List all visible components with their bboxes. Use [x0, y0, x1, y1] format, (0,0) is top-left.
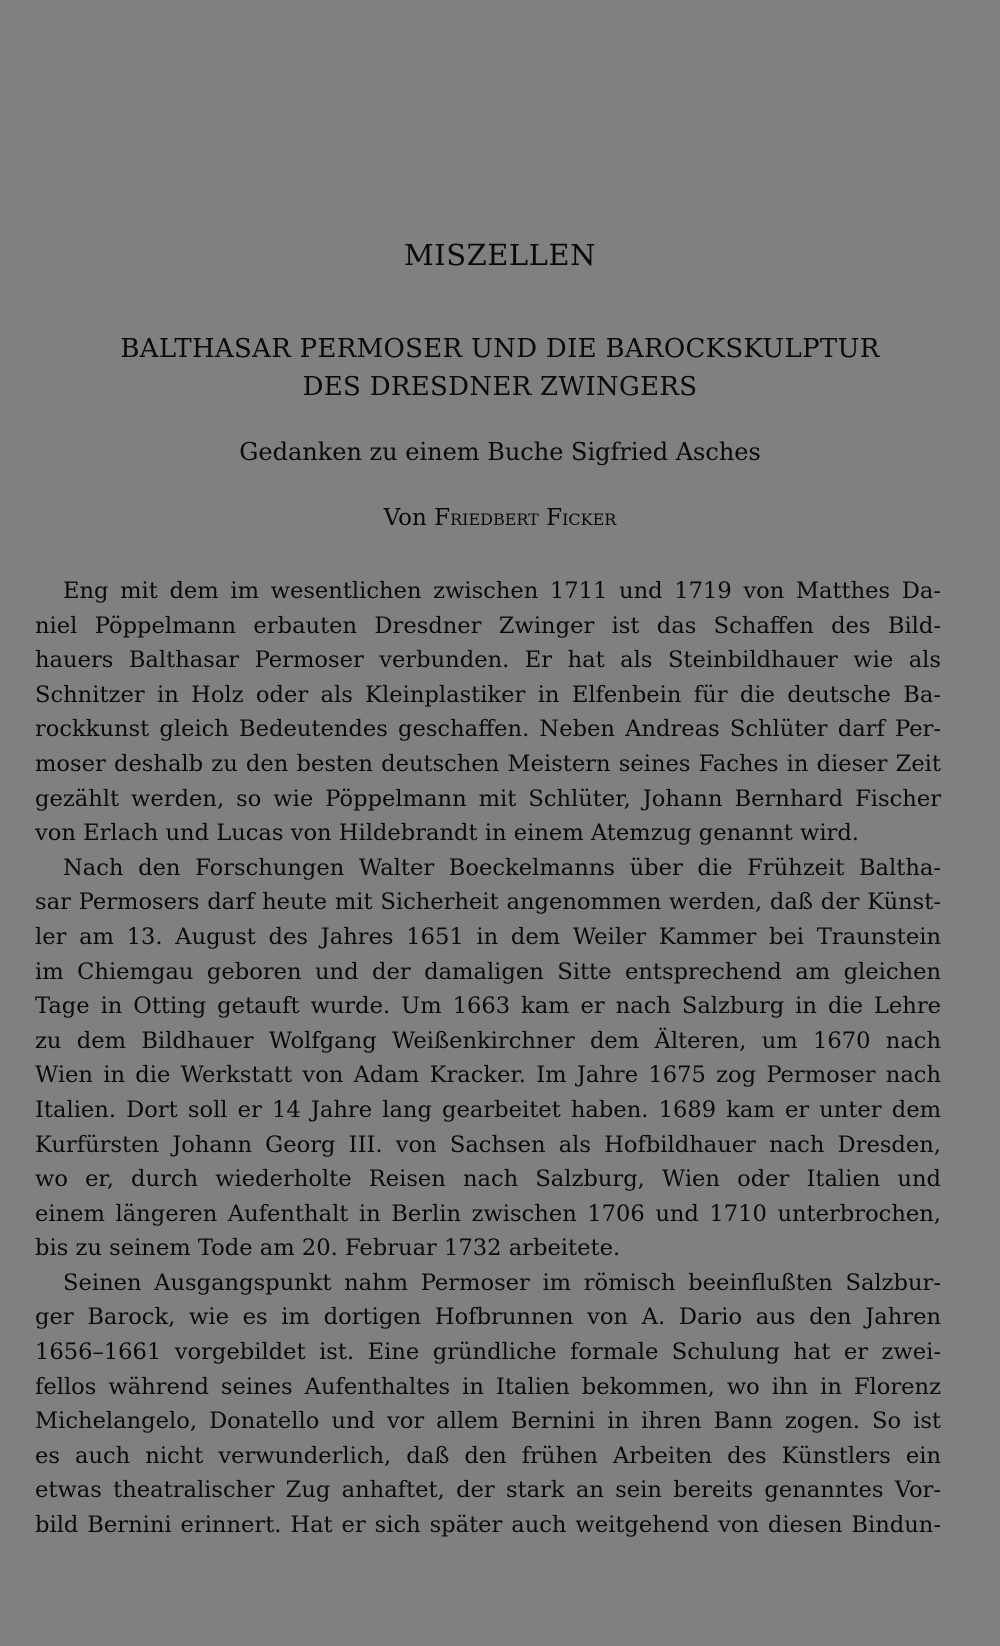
article-title — [0, 330, 1000, 406]
text-line: zu dem Bildhauer Wolfgang Weißenkirchner dem Älteren, um 1670 nach — [35, 1027, 941, 1054]
text-line: bild Bernini erinnert. Hat er sich später auch weitgehend von diesen Bindun- — [35, 1512, 941, 1539]
article-title-line-2: DES DRESDNER ZWINGERS — [302, 372, 698, 402]
text-line: gezählt werden, so wie Pöppelmann mit Schlüter, Johann Bernhard Fischer — [35, 785, 941, 812]
text-line: Eng mit dem im wesentlichen zwischen 1711 und 1719 von Matthes Da- — [63, 578, 941, 604]
text-line: 1656–1661 vorgebildet ist. Eine gründliche formale Schulung hat er zwei- — [35, 1339, 941, 1366]
text-line: hauers Balthasar Permoser verbunden. Er hat als Steinbildhauer wie als — [35, 647, 941, 674]
text-line: Nach den Forschungen Walter Boeckelmanns über die Frühzeit Baltha- — [63, 854, 941, 881]
text-line: Seinen Ausgangspunkt nahm Permoser im römisch beeinflußten Salzbur- — [63, 1269, 941, 1296]
text-line: im Chiemgau geboren und der damaligen Sitte entsprechend am gleichen — [35, 958, 941, 985]
text-line: etwas theatralischer Zug anhaftet, der stark an sein bereits genanntes Vor- — [35, 1477, 941, 1504]
text-line: ger Barock, wie es im dortigen Hofbrunnen von A. Dario aus den Jahren — [35, 1304, 941, 1331]
text-line: ler am 13. August des Jahres 1651 in dem Weiler Kammer bei Traunstein — [35, 923, 941, 950]
article-title-line-1: BALTHASAR PERMOSER UND DIE BAROCKSKULPTUR — [120, 334, 880, 364]
text-line: es auch nicht verwunderlich, daß den frühen Arbeiten des Künstlers ein — [35, 1442, 941, 1469]
text-line: Wien in die Werkstatt von Adam Kracker. Im Jahre 1675 zog Permoser nach — [35, 1062, 941, 1089]
author-name: Friedbert Ficker — [434, 505, 617, 531]
text-line: Tage in Otting getauft wurde. Um 1663 kam er nach Salzburg in die Lehre — [35, 993, 941, 1020]
byline-prefix: Von — [383, 505, 427, 531]
article-subtitle: Gedanken zu einem Buche Sigfried Asches — [239, 438, 761, 466]
text-line: sar Permosers darf heute mit Sicherheit angenommen werden, daß der Künst- — [35, 889, 941, 916]
author-byline — [0, 505, 1000, 531]
paragraph-1 — [35, 574, 941, 851]
text-line: rockkunst gleich Bedeutendes geschaffen. Neben Andreas Schlüter darf Per- — [35, 716, 941, 743]
text-line: wo er, durch wiederholte Reisen nach Salzburg, Wien oder Italien und — [35, 1166, 941, 1193]
section-title: MISZELLEN — [404, 238, 596, 272]
article-body — [35, 574, 941, 1543]
text-line: Italien. Dort soll er 14 Jahre lang gearbeitet haben. 1689 kam er unter dem — [35, 1096, 941, 1123]
text-line: fellos während seines Aufenthaltes in Italien bekommen, wo ihn in Florenz — [35, 1373, 941, 1400]
text-line: Michelangelo, Donatello und vor allem Bernini in ihren Bann zogen. So ist — [35, 1408, 941, 1435]
text-line: moser deshalb zu den besten deutschen Meistern seines Faches in dieser Zeit — [35, 750, 941, 777]
text-line: Schnitzer in Holz oder als Kleinplastiker in Elfenbein für die deutsche Ba- — [35, 681, 941, 708]
text-line: von Erlach und Lucas von Hildebrandt in einem Atemzug genannt wird. — [35, 820, 859, 847]
text-line: bis zu seinem Tode am 20. Februar 1732 arbeitete. — [35, 1235, 621, 1262]
text-line: einem längeren Aufenthalt in Berlin zwischen 1706 und 1710 unterbrochen, — [35, 1200, 941, 1227]
paragraph-3 — [35, 1266, 941, 1543]
text-line: niel Pöppelmann erbauten Dresdner Zwinger ist das Schaffen des Bild- — [35, 612, 941, 639]
paragraph-2 — [35, 851, 941, 1266]
text-line: Kurfürsten Johann Georg III. von Sachsen als Hofbildhauer nach Dresden, — [35, 1131, 941, 1158]
